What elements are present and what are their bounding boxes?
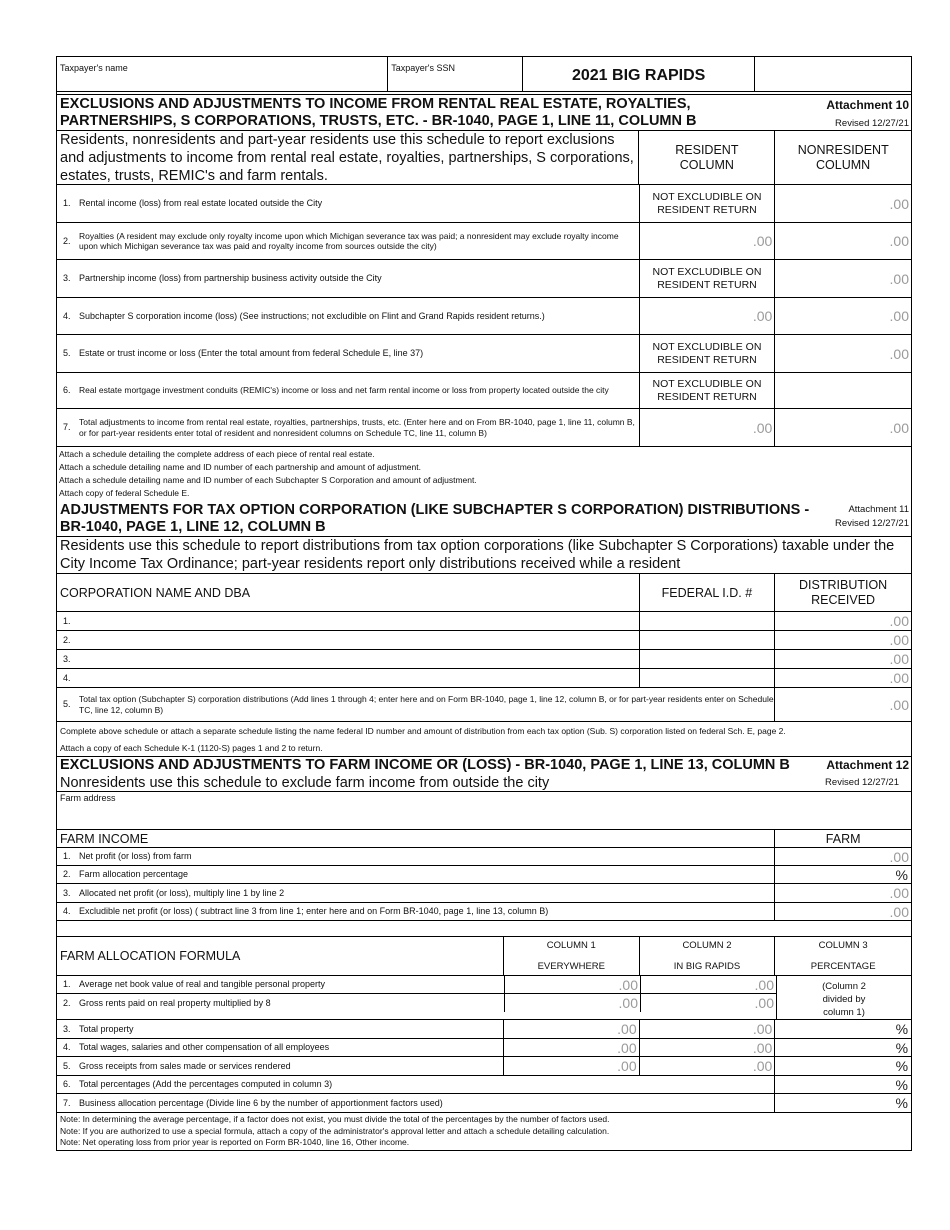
att10-line-label bbox=[57, 335, 639, 372]
alloc-line3-col3[interactable]: % bbox=[774, 1020, 911, 1038]
att10-line-2 bbox=[57, 223, 911, 260]
farm-line2-value[interactable]: % bbox=[774, 866, 911, 883]
alloc-lines-1-2 bbox=[57, 976, 911, 1020]
att12-title: EXCLUSIONS AND ADJUSTMENTS TO FARM INCOME OR (LOSS) - BR-1040, PAGE 1, LINE 13, COLUMN B bbox=[60, 757, 790, 773]
nonresident-column-header: NONRESIDENT COLUMN bbox=[774, 131, 911, 184]
att12-note: Note: Net operating loss from prior year is reported on Form BR-1040, line 16, Other income. bbox=[60, 1137, 410, 1147]
alloc-line4-col1[interactable]: .00 bbox=[503, 1039, 639, 1056]
att11-title-row bbox=[57, 502, 911, 537]
line-text: Real estate mortgage investment conduits (REMIC's) income or loss and net farm rental income or loss from property located outside the city bbox=[79, 385, 609, 396]
att12-note: Note: If you are authorized to use a special formula, attach a copy of the administrator's approval letter and attach a schedule detailing calculation. bbox=[60, 1125, 610, 1136]
line-number: 3. bbox=[63, 273, 71, 283]
alloc-line1-col2[interactable]: .00 bbox=[640, 976, 776, 993]
att10-note: Attach copy of federal Schedule E. bbox=[59, 488, 190, 498]
att11-total-label bbox=[57, 688, 774, 721]
col3-subtitle: PERCENTAGE bbox=[810, 961, 876, 972]
att10-note: Attach a schedule detailing name and ID number of each partnership and amount of adjustment. bbox=[59, 462, 421, 472]
att10-note: Attach a schedule detailing the complete address of each piece of rental real estate. bbox=[59, 449, 375, 459]
alloc-line-1 bbox=[57, 976, 776, 994]
alloc-line-6 bbox=[57, 1076, 911, 1094]
farm-line-label bbox=[57, 903, 774, 920]
att11-title-line2: BR-1040, PAGE 1, LINE 12, COLUMN B bbox=[60, 519, 326, 535]
att11-total-amount[interactable]: .00 bbox=[774, 688, 911, 721]
line-number: 4. bbox=[63, 310, 71, 321]
att10-attachment-box bbox=[774, 95, 911, 130]
line-number: 1. bbox=[63, 851, 71, 861]
farm-line-1 bbox=[57, 848, 911, 866]
corp-name-cell[interactable] bbox=[57, 612, 639, 630]
distribution-cell[interactable]: .00 bbox=[774, 612, 911, 630]
alloc-line-7 bbox=[57, 1094, 911, 1113]
alloc-line1-col1[interactable]: .00 bbox=[504, 976, 640, 993]
line-number: 3. bbox=[63, 1023, 71, 1034]
farm-line-4 bbox=[57, 903, 911, 921]
line-number: 5. bbox=[63, 1060, 71, 1071]
line-text: Total adjustments to income from rental real estate, royalties, partnerships, trusts, etc. (Enter here and on From BR-1040, page 1, line 11, column B, or for part-year residents enter total of resident and nonresident columns on Schedule TC, line 11, column B) bbox=[79, 417, 635, 438]
att10-line-1 bbox=[57, 185, 911, 223]
att10-line6-nonresident[interactable] bbox=[774, 373, 911, 408]
distribution-cell[interactable]: .00 bbox=[774, 669, 911, 687]
att10-title-line1: EXCLUSIONS AND ADJUSTMENTS TO INCOME FROM RENTAL REAL ESTATE, ROYALTIES, bbox=[60, 96, 691, 112]
line-text: Total percentages (Add the percentages computed in column 3) bbox=[79, 1079, 333, 1089]
form bbox=[56, 56, 912, 1151]
alloc-line2-col1[interactable]: .00 bbox=[504, 994, 640, 1012]
corp-name-cell[interactable] bbox=[57, 631, 639, 649]
corp-name-header: CORPORATION NAME AND DBA bbox=[60, 585, 251, 600]
line-text: Total property bbox=[79, 1023, 134, 1034]
taxpayer-ssn-field[interactable] bbox=[387, 57, 522, 91]
att10-revised: Revised 12/27/21 bbox=[835, 118, 909, 129]
line-text: Farm allocation percentage bbox=[79, 869, 189, 879]
line-text: Gross receipts from sales made or services rendered bbox=[79, 1060, 291, 1071]
att11-row-3 bbox=[57, 650, 911, 669]
col2-title: COLUMN 2 bbox=[682, 940, 732, 951]
att11-title bbox=[57, 502, 815, 536]
taxpayer-name-field[interactable] bbox=[57, 57, 387, 91]
farm-income-header-row bbox=[57, 830, 911, 848]
alloc-line4-col2[interactable]: .00 bbox=[639, 1039, 775, 1056]
att12-title-row bbox=[57, 756, 911, 774]
att10-line-label bbox=[57, 298, 639, 334]
att10-line7-resident[interactable]: .00 bbox=[639, 409, 775, 446]
att10-line-label bbox=[57, 373, 639, 408]
alloc-line3-col2[interactable]: .00 bbox=[639, 1020, 775, 1038]
att12-intro-row bbox=[57, 774, 911, 792]
line-number: 3. bbox=[63, 653, 71, 664]
alloc-line-2 bbox=[57, 994, 776, 1012]
header-row bbox=[57, 57, 911, 92]
alloc-line4-col3[interactable]: % bbox=[774, 1039, 911, 1056]
farm-address-label: Farm address bbox=[60, 793, 116, 803]
line-number: 7. bbox=[63, 422, 71, 432]
farm-address-field[interactable] bbox=[57, 792, 911, 830]
line-number: 7. bbox=[63, 1097, 71, 1108]
fein-cell[interactable] bbox=[639, 631, 775, 649]
att10-line2-nonresident[interactable]: .00 bbox=[774, 223, 911, 259]
att10-line-label bbox=[57, 223, 639, 259]
att12-revised: Revised 12/27/21 bbox=[825, 777, 899, 788]
farm-column-header: FARM bbox=[774, 830, 911, 847]
alloc-line5-col1[interactable]: .00 bbox=[503, 1057, 639, 1075]
att10-line7-nonresident[interactable]: .00 bbox=[774, 409, 911, 446]
line-text: Total wages, salaries and other compensation of all employees bbox=[79, 1042, 330, 1052]
att10-line-3 bbox=[57, 260, 911, 298]
att11-attachment-box bbox=[815, 502, 911, 536]
col1-title: COLUMN 1 bbox=[546, 940, 596, 951]
alloc-title: FARM ALLOCATION FORMULA bbox=[60, 949, 241, 963]
farm-line-2 bbox=[57, 866, 911, 884]
line-number: 1. bbox=[63, 979, 71, 989]
taxpayer-ssn-label: Taxpayer's SSN bbox=[391, 63, 455, 73]
fein-header: FEDERAL I.D. # bbox=[639, 574, 775, 611]
att11-note: Complete above schedule or attach a separate schedule listing the name federal ID number and amount of distribution from each tax option (Sub. S) corporation listed on federal Sch. E, page 2. bbox=[60, 726, 786, 736]
line-number: 1. bbox=[63, 198, 71, 208]
att12-intro: Nonresidents use this schedule to exclude farm income from outside the city bbox=[60, 775, 550, 791]
alloc-line-label bbox=[57, 1057, 503, 1075]
col1-subtitle: EVERYWHERE bbox=[537, 961, 605, 972]
att10-title-row bbox=[57, 95, 911, 131]
att12-note: Note: In determining the average percentage, if a factor does not exist, you must divide the total of the percentages by the number of factors used. bbox=[60, 1114, 610, 1124]
alloc-line6-col3[interactable]: % bbox=[774, 1076, 911, 1093]
line-text: Total tax option (Subchapter S) corporation distributions (Add lines 1 through 4; enter here and on Form BR-1040, page 1, line 12, column B, or for part-year residents enter on Schedule TC, line 12, column B) bbox=[79, 694, 774, 715]
fein-cell[interactable] bbox=[639, 612, 775, 630]
att10-intro-row bbox=[57, 131, 911, 185]
line-text: Rental income (loss) from real estate located outside the City bbox=[79, 198, 323, 208]
alloc-col3-header bbox=[774, 937, 911, 975]
line-number: 3. bbox=[63, 887, 71, 898]
alloc-header-row bbox=[57, 937, 911, 976]
col3-divide-note: (Column 2 divided by column 1) bbox=[776, 976, 911, 1019]
att10-line4-nonresident[interactable]: .00 bbox=[774, 298, 911, 334]
line-number: 5. bbox=[63, 348, 71, 358]
farm-line1-value[interactable]: .00 bbox=[774, 848, 911, 865]
alloc-line-label bbox=[57, 1076, 774, 1093]
farm-line-label bbox=[57, 848, 774, 865]
line-text: Average net book value of real and tangible personal property bbox=[79, 979, 326, 989]
att10-attachment: Attachment 10 bbox=[826, 98, 909, 112]
att10-line6-resident: NOT EXCLUDIBLE ON RESIDENT RETURN bbox=[639, 373, 775, 408]
line-number: 2. bbox=[63, 869, 71, 879]
att11-notes bbox=[57, 722, 911, 756]
corp-name-cell[interactable] bbox=[57, 669, 639, 687]
att10-line3-resident: NOT EXCLUDIBLE ON RESIDENT RETURN bbox=[639, 260, 775, 297]
line-text: Subchapter S corporation income (loss) (See instructions; not excludible on Flint and Grand Rapids resident returns.) bbox=[79, 310, 545, 321]
att10-line1-nonresident[interactable]: .00 bbox=[774, 185, 911, 222]
line-number: 1. bbox=[63, 615, 71, 626]
line-text: Partnership income (loss) from partnership business activity outside the City bbox=[79, 273, 382, 283]
att11-intro: Residents use this schedule to report distributions from tax option corporations (like Subchapter S Corporations) taxable under the City Income Tax Ordinance; part-year residents report only distributions received while a resident bbox=[57, 537, 911, 574]
col3-title: COLUMN 3 bbox=[818, 940, 868, 951]
att10-line-6 bbox=[57, 373, 911, 409]
alloc-line-label bbox=[57, 1094, 774, 1112]
line-number: 2. bbox=[63, 997, 71, 1008]
att10-line4-resident[interactable]: .00 bbox=[639, 298, 775, 334]
att11-note: Attach a copy of each Schedule K-1 (1120-S) pages 1 and 2 to return. bbox=[60, 743, 323, 753]
att11-total-row bbox=[57, 688, 911, 722]
att10-line1-resident: NOT EXCLUDIBLE ON RESIDENT RETURN bbox=[639, 185, 775, 222]
farm-line-3 bbox=[57, 884, 911, 903]
att10-line-label bbox=[57, 409, 639, 446]
att10-line-label bbox=[57, 185, 639, 222]
farm-line-label bbox=[57, 866, 774, 883]
alloc-line-label bbox=[57, 976, 504, 993]
farm-line3-value[interactable]: .00 bbox=[774, 884, 911, 902]
corp-name-cell[interactable] bbox=[57, 650, 639, 668]
line-text: Gross rents paid on real property multiplied by 8 bbox=[79, 997, 271, 1008]
att10-line5-resident: NOT EXCLUDIBLE ON RESIDENT RETURN bbox=[639, 335, 775, 372]
farm-line-label bbox=[57, 884, 774, 902]
line-number: 2. bbox=[63, 634, 71, 645]
att10-line-label bbox=[57, 260, 639, 297]
line-number: 6. bbox=[63, 385, 71, 395]
att10-intro: Residents, nonresidents and part-year residents use this schedule to report exclusions and adjustments to income from rental real estate, royalties, partnerships, S corporations, estates, trusts, REMIC's and farm rentals. bbox=[60, 132, 634, 184]
alloc-line-5 bbox=[57, 1057, 911, 1076]
line-number: 5. bbox=[63, 699, 71, 709]
att10-line2-resident[interactable]: .00 bbox=[639, 223, 775, 259]
att10-line-7 bbox=[57, 409, 911, 447]
line-number: 4. bbox=[63, 1042, 71, 1052]
fein-cell[interactable] bbox=[639, 669, 775, 687]
att11-title-line1: ADJUSTMENTS FOR TAX OPTION CORPORATION (LIKE SUBCHAPTER S CORPORATION) DISTRIBUTIONS - bbox=[60, 502, 810, 518]
att10-line3-nonresident[interactable]: .00 bbox=[774, 260, 911, 297]
att10-notes bbox=[57, 447, 911, 502]
att12-attachment: Attachment 12 bbox=[826, 758, 909, 772]
header-blank bbox=[754, 57, 911, 91]
att10-note: Attach a schedule detailing name and ID number of each Subchapter S Corporation and amount of adjustment. bbox=[59, 475, 477, 485]
att11-revised: Revised 12/27/21 bbox=[835, 518, 909, 529]
alloc-col1-header bbox=[503, 937, 639, 975]
farm-line4-value[interactable]: .00 bbox=[774, 903, 911, 920]
form-title: 2021 BIG RAPIDS bbox=[522, 57, 754, 91]
att10-line5-nonresident[interactable]: .00 bbox=[774, 335, 911, 372]
att10-line-5 bbox=[57, 335, 911, 373]
line-number: 4. bbox=[63, 906, 71, 916]
alloc-lines-1-2-left bbox=[57, 976, 776, 1019]
alloc-col2-header bbox=[639, 937, 775, 975]
att11-row-4 bbox=[57, 669, 911, 688]
distribution-cell[interactable]: .00 bbox=[774, 650, 911, 668]
farm-income-label: FARM INCOME bbox=[60, 831, 149, 846]
line-number: 4. bbox=[63, 672, 71, 683]
att10-title bbox=[57, 95, 774, 130]
distribution-cell[interactable]: .00 bbox=[774, 631, 911, 649]
fein-cell[interactable] bbox=[639, 650, 775, 668]
line-text: Allocated net profit (or loss), multiply line 1 by line 2 bbox=[79, 887, 285, 898]
alloc-line2-col2[interactable]: .00 bbox=[640, 994, 776, 1012]
line-number: 6. bbox=[63, 1079, 71, 1089]
alloc-line7-col3[interactable]: % bbox=[774, 1094, 911, 1112]
alloc-line3-col1[interactable]: .00 bbox=[503, 1020, 639, 1038]
line-text: Net profit (or loss) from farm bbox=[79, 851, 192, 861]
alloc-line-label bbox=[57, 1039, 503, 1056]
line-text: Estate or trust income or loss (Enter the total amount from federal Schedule E, line 37) bbox=[79, 348, 424, 358]
alloc-line-label bbox=[57, 994, 504, 1012]
taxpayer-name-label: Taxpayer's name bbox=[60, 63, 128, 73]
att10-title-line2: PARTNERSHIPS, S CORPORATIONS, TRUSTS, ETC. - BR-1040, PAGE 1, LINE 11, COLUMN B bbox=[60, 113, 697, 129]
alloc-line-label bbox=[57, 1020, 503, 1038]
att12-notes bbox=[57, 1113, 911, 1150]
line-text: Business allocation percentage (Divide line 6 by the number of apportionment factors used) bbox=[79, 1097, 443, 1108]
line-text: Royalties (A resident may exclude only royalty income upon which Michigan severance tax was paid; a nonresident may exclude royalty income upon which Michigan severance tax was paid and royalty income from sources outside the city) bbox=[79, 230, 619, 251]
alloc-line-3 bbox=[57, 1020, 911, 1039]
att11-header-row bbox=[57, 574, 911, 612]
att11-attachment: Attachment 11 bbox=[848, 504, 909, 515]
att10-line-4 bbox=[57, 298, 911, 335]
line-text: Excludible net profit (or loss) ( subtract line 3 from line 1; enter here and on Form BR-1040, page 1, line 13, column B) bbox=[79, 906, 549, 916]
alloc-line-4 bbox=[57, 1039, 911, 1057]
alloc-line5-col2[interactable]: .00 bbox=[639, 1057, 775, 1075]
farm-spacer bbox=[57, 921, 911, 937]
line-number: 2. bbox=[63, 235, 71, 246]
alloc-line5-col3[interactable]: % bbox=[774, 1057, 911, 1075]
att11-row-2 bbox=[57, 631, 911, 650]
col2-subtitle: IN BIG RAPIDS bbox=[673, 961, 741, 972]
resident-column-header: RESIDENT COLUMN bbox=[638, 131, 774, 184]
att11-row-1 bbox=[57, 612, 911, 631]
distribution-header: DISTRIBUTION RECEIVED bbox=[774, 574, 911, 611]
